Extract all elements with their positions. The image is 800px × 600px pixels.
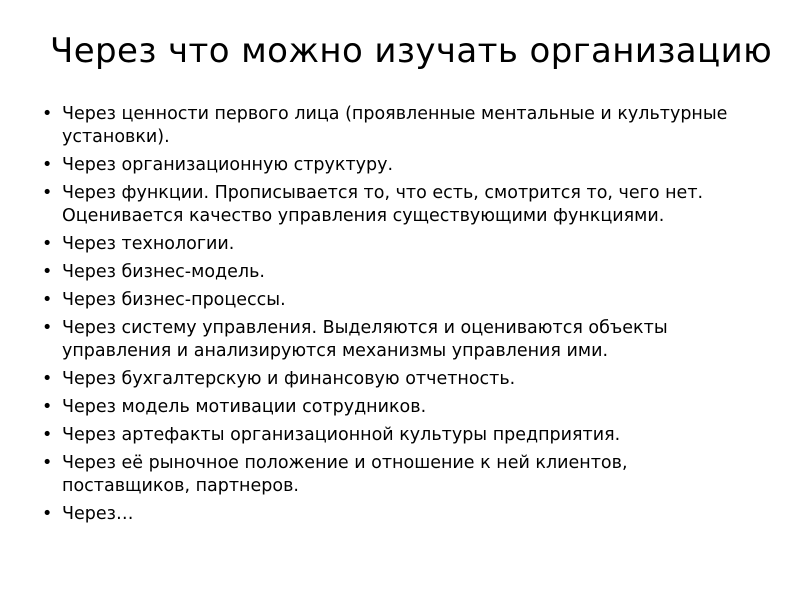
list-item bbox=[42, 424, 782, 447]
list-item-text: Через функции. Прописывается то, что есть, смотрится то, чего нет. Оценивается качество управления существующими функциями. bbox=[62, 183, 704, 226]
list-item-text: Через бизнес-процессы. bbox=[62, 290, 286, 310]
list-item bbox=[42, 103, 782, 149]
bullet-dot-icon: • bbox=[42, 425, 53, 445]
bullet-dot-icon: • bbox=[42, 397, 53, 417]
list-item bbox=[42, 289, 782, 312]
list-item-text: Через организационную структуру. bbox=[62, 155, 394, 175]
bullet-dot-icon: • bbox=[42, 504, 53, 524]
list-item-text: Через её рыночное положение и отношение к ней клиентов, поставщиков, партнеров. bbox=[62, 453, 628, 496]
list-item-text: Через технологии. bbox=[62, 234, 235, 254]
list-item-text: Через бухгалтерскую и финансовую отчетность. bbox=[62, 369, 516, 389]
bullet-dot-icon: • bbox=[42, 290, 53, 310]
list-item-text: Через систему управления. Выделяются и оцениваются объекты управления и анализируются механизмы управления ими. bbox=[62, 318, 668, 361]
bullet-dot-icon: • bbox=[42, 234, 53, 254]
list-item bbox=[42, 261, 782, 284]
list-item-text: Через бизнес-модель. bbox=[62, 262, 265, 282]
list-item bbox=[42, 396, 782, 419]
bullet-dot-icon: • bbox=[42, 104, 53, 124]
list-item bbox=[42, 452, 782, 498]
bullet-list bbox=[42, 103, 782, 531]
list-item bbox=[42, 503, 782, 526]
bullet-dot-icon: • bbox=[42, 369, 53, 389]
list-item bbox=[42, 182, 782, 228]
list-item-text: Через ценности первого лица (проявленные ментальные и культурные установки). bbox=[62, 104, 728, 147]
list-item bbox=[42, 233, 782, 256]
list-item bbox=[42, 317, 782, 363]
bullet-dot-icon: • bbox=[42, 262, 53, 282]
list-item bbox=[42, 368, 782, 391]
bullet-dot-icon: • bbox=[42, 155, 53, 175]
list-item bbox=[42, 154, 782, 177]
list-item-text: Через… bbox=[62, 504, 134, 524]
slide-title: Через что можно изучать организацию bbox=[50, 31, 773, 71]
bullet-dot-icon: • bbox=[42, 453, 53, 473]
bullet-dot-icon: • bbox=[42, 318, 53, 338]
bullet-dot-icon: • bbox=[42, 183, 53, 203]
list-item-text: Через модель мотивации сотрудников. bbox=[62, 397, 427, 417]
list-item-text: Через артефакты организационной культуры предприятия. bbox=[62, 425, 621, 445]
